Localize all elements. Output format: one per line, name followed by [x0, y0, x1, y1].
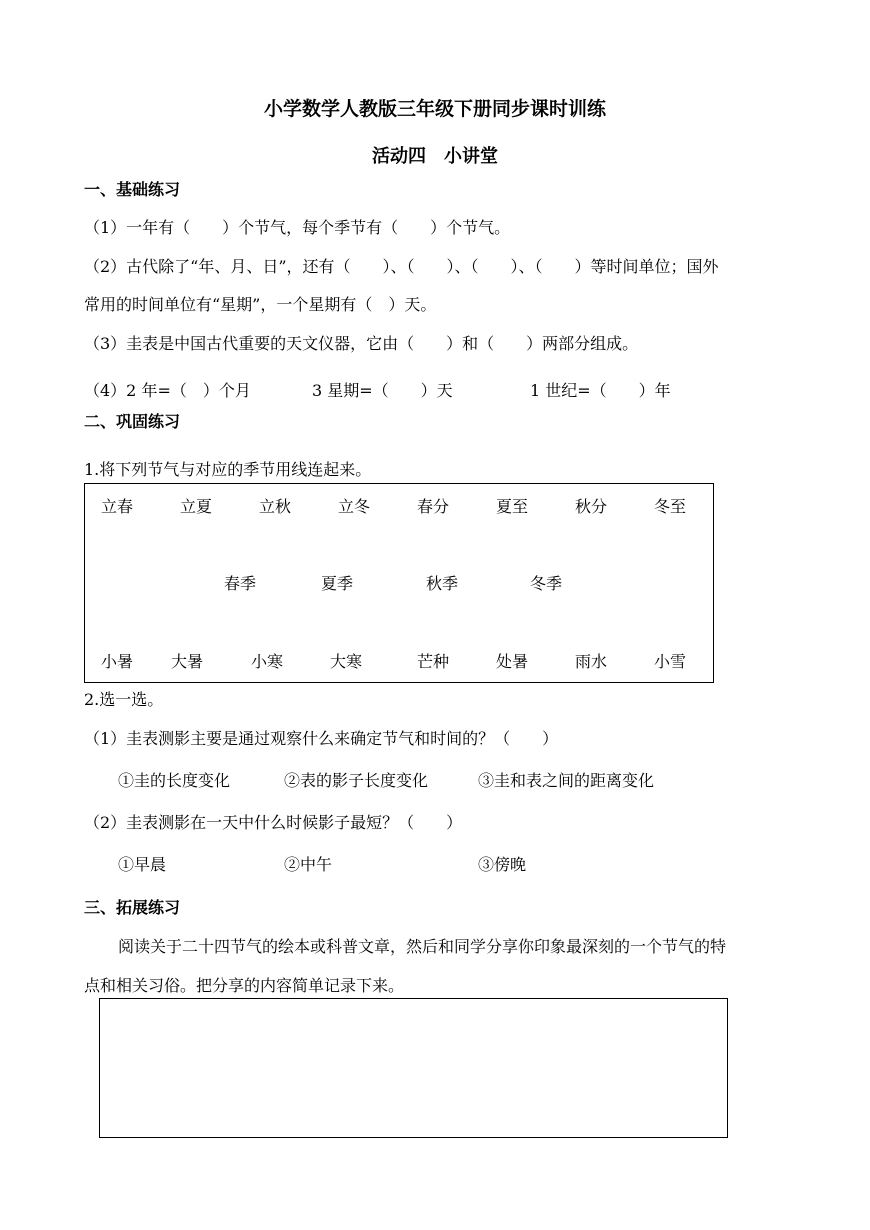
mc1-option-3: ③圭和表之间的距离变化	[478, 771, 655, 790]
page-title: 小学数学人教版三年级下册同步课时训练	[263, 98, 606, 120]
extension-paragraph-line1: 阅读关于二十四节气的绘本或科普文章，然后和同学分享你印象最深刻的一个节气的特	[118, 937, 727, 956]
mc-question-2: （2）圭表测影在一天中什么时候影子最短？（ ）	[84, 813, 463, 832]
choose-prompt: 2.选一选。	[84, 690, 164, 709]
question-1-4-part3: 1 世纪=（ ）年	[530, 381, 671, 400]
mc2-option-1: ①早晨	[118, 855, 167, 874]
section-heading-basic: 一、基础练习	[84, 180, 181, 199]
term-bottom-2: 大暑	[171, 652, 204, 671]
term-top-2: 立夏	[180, 497, 213, 516]
section-heading-consolidate: 二、巩固练习	[84, 412, 181, 431]
term-bottom-4: 大寒	[330, 652, 363, 671]
season-summer: 夏季	[321, 574, 354, 593]
term-bottom-5: 芒种	[417, 652, 450, 671]
mc-question-1: （1）圭表测影主要是通过观察什么来确定节气和时间的？（ ）	[84, 729, 559, 748]
season-spring: 春季	[224, 574, 257, 593]
matching-prompt: 1.将下列节气与对应的季节用线连起来。	[84, 460, 372, 479]
extension-paragraph-line2: 点和相关习俗。把分享的内容简单记录下来。	[84, 976, 405, 995]
mc2-option-3: ③傍晚	[478, 855, 527, 874]
term-top-7: 秋分	[575, 497, 608, 516]
term-top-3: 立秋	[259, 497, 292, 516]
question-1-2-line2: 常用的时间单位有“星期”，一个星期有（ ）天。	[84, 295, 437, 314]
mc1-option-2: ②表的影子长度变化	[284, 771, 429, 790]
mc2-option-2: ②中午	[284, 855, 333, 874]
question-1-2-line1: （2）古代除了“年、月、日”，还有（ ）、（ ）、（ ）、（ ）等时间单位；国外	[84, 257, 719, 276]
term-top-8: 冬至	[654, 497, 687, 516]
matching-box	[84, 483, 714, 683]
term-top-6: 夏至	[496, 497, 529, 516]
term-top-5: 春分	[417, 497, 450, 516]
term-top-1: 立春	[101, 497, 134, 516]
term-bottom-3: 小寒	[251, 652, 284, 671]
section-heading-extension: 三、拓展练习	[84, 898, 181, 917]
term-bottom-7: 雨水	[575, 652, 608, 671]
question-1-1: （1）一年有（ ）个节气，每个季节有（ ）个节气。	[84, 218, 511, 237]
term-bottom-8: 小雪	[654, 652, 687, 671]
season-winter: 冬季	[530, 574, 563, 593]
term-bottom-6: 处暑	[496, 652, 529, 671]
page-subtitle: 活动四 小讲堂	[372, 146, 498, 167]
question-1-4-part2: 3 星期=（ ）天	[312, 381, 453, 400]
question-1-3: （3）圭表是中国古代重要的天文仪器，它由（ ）和（ ）两部分组成。	[84, 334, 639, 353]
mc1-option-1: ①圭的长度变化	[118, 771, 231, 790]
term-bottom-1: 小暑	[101, 652, 134, 671]
question-1-4-part1: （4）2 年=（ ）个月	[84, 381, 251, 400]
season-autumn: 秋季	[426, 574, 459, 593]
term-top-4: 立冬	[338, 497, 371, 516]
answer-box[interactable]	[99, 998, 728, 1138]
